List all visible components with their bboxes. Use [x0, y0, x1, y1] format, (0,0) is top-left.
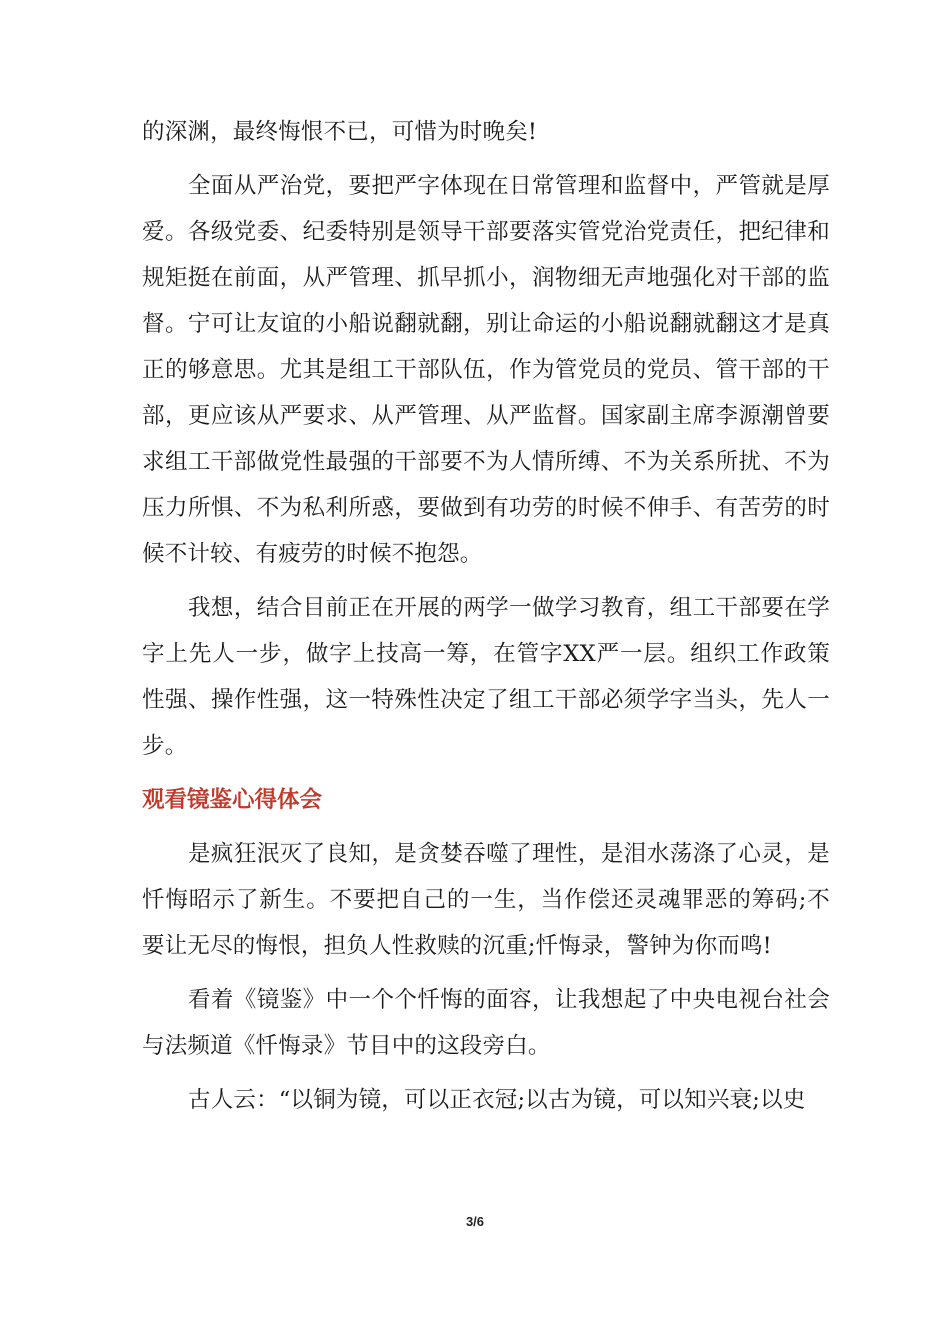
- paragraph-1: 的深渊，最终悔恨不已，可惜为时晚矣!: [142, 119, 538, 145]
- paragraph-6: 古人云：“以铜为镜，可以正衣冠;以古为镜，可以知兴衰;以史: [188, 1087, 806, 1113]
- section-heading: 观看镜鉴心得体会: [142, 787, 323, 813]
- paragraph-2: 全面从严治党，要把严字体现在日常管理和监督中，严管就是厚爱。各级党委、纪委特别是领导干部要落实管党治党责任，把纪律和规矩挺在前面，从严管理、抓早抓小，润物细无声地强化对干部的监督。宁可让友谊的小船说翻就翻，别让命运的小船说翻就翻这才是真正的够意思。尤其是组工干部队伍，作为管党员的党员、管干部的干部，更应该从严要求、从严管理、从严监督。国家副主席李源潮曾要求组工干部做党性最强的干部要不为人情所缚、不为关系所扰、不为压力所惧、不为私利所惑，要做到有功劳的时候不伸手、有苦劳的时候不计较、有疲劳的时候不抱怨。: [142, 173, 830, 567]
- document-body: [142, 109, 830, 1123]
- paragraph-5: 看着《镜鉴》中一个个忏悔的面容，让我想起了中央电视台社会与法频道《忏悔录》节目中的这段旁白。: [142, 987, 830, 1059]
- page-number: 3/6: [465, 1214, 485, 1229]
- paragraph-3: 我想，结合目前正在开展的两学一做学习教育，组工干部要在学字上先人一步，做字上技高一筹，在管字XX严一层。组织工作政策性强、操作性强，这一特殊性决定了组工干部必须学字当头，先人一步。: [142, 595, 830, 759]
- paragraph-4: 是疯狂泯灭了良知，是贪婪吞噬了理性，是泪水荡涤了心灵，是忏悔昭示了新生。不要把自己的一生，当作偿还灵魂罪恶的筹码;不要让无尽的悔恨，担负人性救赎的沉重;忏悔录，警钟为你而鸣!: [142, 841, 830, 959]
